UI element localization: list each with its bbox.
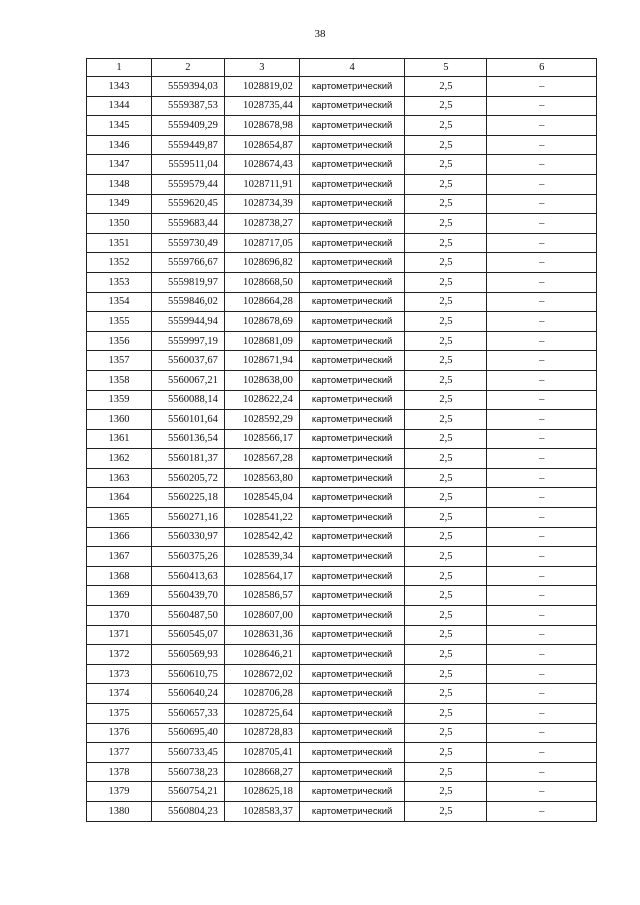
x-coordinate-cell: 5559944,94: [151, 312, 224, 332]
x-coordinate-cell: 5559766,67: [151, 253, 224, 273]
method-cell: картометрический: [299, 625, 404, 645]
accuracy-cell: 2,5: [405, 704, 487, 724]
table-row: [87, 135, 597, 155]
x-coordinate-cell: 5559394,03: [151, 77, 224, 97]
y-coordinate-cell: 1028668,27: [224, 762, 299, 782]
point-number-cell: 1343: [87, 77, 152, 97]
y-coordinate-cell: 1028671,94: [224, 351, 299, 371]
table-row: [87, 174, 597, 194]
table-row: [87, 488, 597, 508]
note-cell: –: [487, 370, 597, 390]
x-coordinate-cell: 5560640,24: [151, 684, 224, 704]
accuracy-cell: 2,5: [405, 684, 487, 704]
method-cell: картометрический: [299, 488, 404, 508]
table-row: [87, 762, 597, 782]
note-cell: –: [487, 449, 597, 469]
point-number-cell: 1344: [87, 96, 152, 116]
accuracy-cell: 2,5: [405, 351, 487, 371]
table-row: [87, 312, 597, 332]
accuracy-cell: 2,5: [405, 566, 487, 586]
y-coordinate-cell: 1028567,28: [224, 449, 299, 469]
accuracy-cell: 2,5: [405, 410, 487, 430]
method-cell: картометрический: [299, 684, 404, 704]
method-cell: картометрический: [299, 331, 404, 351]
table-row: [87, 351, 597, 371]
point-number-cell: 1345: [87, 116, 152, 136]
y-coordinate-cell: 1028539,34: [224, 547, 299, 567]
table-row: [87, 194, 597, 214]
point-number-cell: 1380: [87, 801, 152, 821]
y-coordinate-cell: 1028711,91: [224, 174, 299, 194]
x-coordinate-cell: 5560181,37: [151, 449, 224, 469]
method-cell: картометрический: [299, 410, 404, 430]
method-cell: картометрический: [299, 96, 404, 116]
accuracy-cell: 2,5: [405, 762, 487, 782]
y-coordinate-cell: 1028706,28: [224, 684, 299, 704]
table-row: [87, 684, 597, 704]
note-cell: –: [487, 606, 597, 626]
note-cell: –: [487, 723, 597, 743]
note-cell: –: [487, 96, 597, 116]
y-coordinate-cell: 1028735,44: [224, 96, 299, 116]
accuracy-cell: 2,5: [405, 292, 487, 312]
x-coordinate-cell: 5560136,54: [151, 429, 224, 449]
x-coordinate-cell: 5559730,49: [151, 233, 224, 253]
table-row: [87, 370, 597, 390]
accuracy-cell: 2,5: [405, 331, 487, 351]
table-body: [87, 77, 597, 822]
table-row: [87, 233, 597, 253]
accuracy-cell: 2,5: [405, 606, 487, 626]
table-row: [87, 801, 597, 821]
coordinates-table: [86, 58, 597, 822]
point-number-cell: 1371: [87, 625, 152, 645]
accuracy-cell: 2,5: [405, 96, 487, 116]
x-coordinate-cell: 5560569,93: [151, 645, 224, 665]
x-coordinate-cell: 5559846,02: [151, 292, 224, 312]
note-cell: –: [487, 253, 597, 273]
column-header: 3: [224, 59, 299, 77]
point-number-cell: 1363: [87, 468, 152, 488]
table-row: [87, 743, 597, 763]
point-number-cell: 1362: [87, 449, 152, 469]
x-coordinate-cell: 5559683,44: [151, 214, 224, 234]
method-cell: картометрический: [299, 135, 404, 155]
method-cell: картометрический: [299, 370, 404, 390]
table-row: [87, 566, 597, 586]
note-cell: –: [487, 116, 597, 136]
table-row: [87, 390, 597, 410]
accuracy-cell: 2,5: [405, 723, 487, 743]
table-row: [87, 723, 597, 743]
y-coordinate-cell: 1028646,21: [224, 645, 299, 665]
method-cell: картометрический: [299, 77, 404, 97]
y-coordinate-cell: 1028717,05: [224, 233, 299, 253]
method-cell: картометрический: [299, 762, 404, 782]
y-coordinate-cell: 1028631,36: [224, 625, 299, 645]
point-number-cell: 1365: [87, 508, 152, 528]
method-cell: картометрический: [299, 645, 404, 665]
accuracy-cell: 2,5: [405, 468, 487, 488]
table-row: [87, 527, 597, 547]
method-cell: картометрический: [299, 723, 404, 743]
method-cell: картометрический: [299, 214, 404, 234]
table-row: [87, 253, 597, 273]
y-coordinate-cell: 1028664,28: [224, 292, 299, 312]
note-cell: –: [487, 292, 597, 312]
accuracy-cell: 2,5: [405, 194, 487, 214]
y-coordinate-cell: 1028583,37: [224, 801, 299, 821]
method-cell: картометрический: [299, 429, 404, 449]
y-coordinate-cell: 1028564,17: [224, 566, 299, 586]
x-coordinate-cell: 5560067,21: [151, 370, 224, 390]
column-header: 4: [299, 59, 404, 77]
table-row: [87, 155, 597, 175]
x-coordinate-cell: 5560804,23: [151, 801, 224, 821]
x-coordinate-cell: 5560439,70: [151, 586, 224, 606]
x-coordinate-cell: 5560037,67: [151, 351, 224, 371]
accuracy-cell: 2,5: [405, 508, 487, 528]
point-number-cell: 1358: [87, 370, 152, 390]
page-number: 38: [314, 28, 326, 40]
y-coordinate-cell: 1028592,29: [224, 410, 299, 430]
method-cell: картометрический: [299, 743, 404, 763]
table-row: [87, 96, 597, 116]
accuracy-cell: 2,5: [405, 429, 487, 449]
point-number-cell: 1366: [87, 527, 152, 547]
table-header-row: [87, 59, 597, 77]
note-cell: –: [487, 488, 597, 508]
y-coordinate-cell: 1028672,02: [224, 664, 299, 684]
method-cell: картометрический: [299, 292, 404, 312]
accuracy-cell: 2,5: [405, 370, 487, 390]
method-cell: картометрический: [299, 704, 404, 724]
note-cell: –: [487, 272, 597, 292]
accuracy-cell: 2,5: [405, 586, 487, 606]
accuracy-cell: 2,5: [405, 174, 487, 194]
y-coordinate-cell: 1028654,87: [224, 135, 299, 155]
point-number-cell: 1347: [87, 155, 152, 175]
method-cell: картометрический: [299, 351, 404, 371]
point-number-cell: 1351: [87, 233, 152, 253]
accuracy-cell: 2,5: [405, 488, 487, 508]
x-coordinate-cell: 5560545,07: [151, 625, 224, 645]
note-cell: –: [487, 645, 597, 665]
accuracy-cell: 2,5: [405, 449, 487, 469]
accuracy-cell: 2,5: [405, 625, 487, 645]
point-number-cell: 1360: [87, 410, 152, 430]
table-row: [87, 429, 597, 449]
y-coordinate-cell: 1028705,41: [224, 743, 299, 763]
y-coordinate-cell: 1028668,50: [224, 272, 299, 292]
y-coordinate-cell: 1028622,24: [224, 390, 299, 410]
table-row: [87, 664, 597, 684]
y-coordinate-cell: 1028696,82: [224, 253, 299, 273]
column-header: 5: [405, 59, 487, 77]
point-number-cell: 1368: [87, 566, 152, 586]
accuracy-cell: 2,5: [405, 77, 487, 97]
note-cell: –: [487, 312, 597, 332]
point-number-cell: 1349: [87, 194, 152, 214]
method-cell: картометрический: [299, 801, 404, 821]
x-coordinate-cell: 5559579,44: [151, 174, 224, 194]
x-coordinate-cell: 5560657,33: [151, 704, 224, 724]
accuracy-cell: 2,5: [405, 312, 487, 332]
point-number-cell: 1346: [87, 135, 152, 155]
y-coordinate-cell: 1028563,80: [224, 468, 299, 488]
note-cell: –: [487, 174, 597, 194]
note-cell: –: [487, 77, 597, 97]
x-coordinate-cell: 5560330,97: [151, 527, 224, 547]
column-header: 6: [487, 59, 597, 77]
accuracy-cell: 2,5: [405, 743, 487, 763]
accuracy-cell: 2,5: [405, 116, 487, 136]
accuracy-cell: 2,5: [405, 253, 487, 273]
x-coordinate-cell: 5559620,45: [151, 194, 224, 214]
note-cell: –: [487, 410, 597, 430]
method-cell: картометрический: [299, 782, 404, 802]
method-cell: картометрический: [299, 390, 404, 410]
table-row: [87, 782, 597, 802]
note-cell: –: [487, 429, 597, 449]
method-cell: картометрический: [299, 312, 404, 332]
accuracy-cell: 2,5: [405, 547, 487, 567]
x-coordinate-cell: 5560088,14: [151, 390, 224, 410]
table-row: [87, 272, 597, 292]
x-coordinate-cell: 5559387,53: [151, 96, 224, 116]
method-cell: картометрический: [299, 449, 404, 469]
method-cell: картометрический: [299, 508, 404, 528]
table-row: [87, 449, 597, 469]
point-number-cell: 1353: [87, 272, 152, 292]
note-cell: –: [487, 390, 597, 410]
point-number-cell: 1364: [87, 488, 152, 508]
method-cell: картометрический: [299, 547, 404, 567]
y-coordinate-cell: 1028541,22: [224, 508, 299, 528]
point-number-cell: 1376: [87, 723, 152, 743]
method-cell: картометрический: [299, 194, 404, 214]
x-coordinate-cell: 5560413,63: [151, 566, 224, 586]
accuracy-cell: 2,5: [405, 390, 487, 410]
column-header: 1: [87, 59, 152, 77]
note-cell: –: [487, 194, 597, 214]
table-row: [87, 468, 597, 488]
table-row: [87, 116, 597, 136]
method-cell: картометрический: [299, 527, 404, 547]
method-cell: картометрический: [299, 586, 404, 606]
note-cell: –: [487, 782, 597, 802]
note-cell: –: [487, 762, 597, 782]
point-number-cell: 1374: [87, 684, 152, 704]
note-cell: –: [487, 743, 597, 763]
note-cell: –: [487, 233, 597, 253]
point-number-cell: 1379: [87, 782, 152, 802]
x-coordinate-cell: 5559997,19: [151, 331, 224, 351]
x-coordinate-cell: 5560738,23: [151, 762, 224, 782]
accuracy-cell: 2,5: [405, 233, 487, 253]
y-coordinate-cell: 1028545,04: [224, 488, 299, 508]
y-coordinate-cell: 1028625,18: [224, 782, 299, 802]
x-coordinate-cell: 5560610,75: [151, 664, 224, 684]
y-coordinate-cell: 1028734,39: [224, 194, 299, 214]
note-cell: –: [487, 527, 597, 547]
note-cell: –: [487, 801, 597, 821]
accuracy-cell: 2,5: [405, 782, 487, 802]
method-cell: картометрический: [299, 272, 404, 292]
y-coordinate-cell: 1028678,98: [224, 116, 299, 136]
y-coordinate-cell: 1028542,42: [224, 527, 299, 547]
point-number-cell: 1354: [87, 292, 152, 312]
point-number-cell: 1373: [87, 664, 152, 684]
table-row: [87, 625, 597, 645]
table-row: [87, 331, 597, 351]
accuracy-cell: 2,5: [405, 135, 487, 155]
note-cell: –: [487, 155, 597, 175]
y-coordinate-cell: 1028819,02: [224, 77, 299, 97]
method-cell: картометрический: [299, 468, 404, 488]
y-coordinate-cell: 1028728,83: [224, 723, 299, 743]
note-cell: –: [487, 331, 597, 351]
x-coordinate-cell: 5560205,72: [151, 468, 224, 488]
point-number-cell: 1357: [87, 351, 152, 371]
x-coordinate-cell: 5559409,29: [151, 116, 224, 136]
point-number-cell: 1361: [87, 429, 152, 449]
point-number-cell: 1348: [87, 174, 152, 194]
method-cell: картометрический: [299, 566, 404, 586]
accuracy-cell: 2,5: [405, 155, 487, 175]
accuracy-cell: 2,5: [405, 214, 487, 234]
table-row: [87, 77, 597, 97]
column-header: 2: [151, 59, 224, 77]
table-row: [87, 410, 597, 430]
x-coordinate-cell: 5560271,16: [151, 508, 224, 528]
x-coordinate-cell: 5560754,21: [151, 782, 224, 802]
method-cell: картометрический: [299, 174, 404, 194]
note-cell: –: [487, 547, 597, 567]
point-number-cell: 1359: [87, 390, 152, 410]
y-coordinate-cell: 1028674,43: [224, 155, 299, 175]
x-coordinate-cell: 5560733,45: [151, 743, 224, 763]
table-row: [87, 704, 597, 724]
x-coordinate-cell: 5559511,04: [151, 155, 224, 175]
method-cell: картометрический: [299, 253, 404, 273]
x-coordinate-cell: 5559819,97: [151, 272, 224, 292]
table-row: [87, 606, 597, 626]
note-cell: –: [487, 351, 597, 371]
y-coordinate-cell: 1028738,27: [224, 214, 299, 234]
method-cell: картометрический: [299, 116, 404, 136]
note-cell: –: [487, 704, 597, 724]
accuracy-cell: 2,5: [405, 801, 487, 821]
point-number-cell: 1356: [87, 331, 152, 351]
accuracy-cell: 2,5: [405, 645, 487, 665]
point-number-cell: 1377: [87, 743, 152, 763]
table-row: [87, 547, 597, 567]
method-cell: картометрический: [299, 155, 404, 175]
x-coordinate-cell: 5560225,18: [151, 488, 224, 508]
note-cell: –: [487, 684, 597, 704]
table-row: [87, 292, 597, 312]
point-number-cell: 1370: [87, 606, 152, 626]
point-number-cell: 1375: [87, 704, 152, 724]
y-coordinate-cell: 1028681,09: [224, 331, 299, 351]
note-cell: –: [487, 508, 597, 528]
point-number-cell: 1372: [87, 645, 152, 665]
x-coordinate-cell: 5560487,50: [151, 606, 224, 626]
point-number-cell: 1369: [87, 586, 152, 606]
table-row: [87, 508, 597, 528]
note-cell: –: [487, 586, 597, 606]
point-number-cell: 1350: [87, 214, 152, 234]
note-cell: –: [487, 566, 597, 586]
y-coordinate-cell: 1028586,57: [224, 586, 299, 606]
y-coordinate-cell: 1028638,00: [224, 370, 299, 390]
point-number-cell: 1352: [87, 253, 152, 273]
y-coordinate-cell: 1028607,00: [224, 606, 299, 626]
accuracy-cell: 2,5: [405, 272, 487, 292]
note-cell: –: [487, 664, 597, 684]
method-cell: картометрический: [299, 233, 404, 253]
accuracy-cell: 2,5: [405, 664, 487, 684]
note-cell: –: [487, 135, 597, 155]
note-cell: –: [487, 468, 597, 488]
note-cell: –: [487, 214, 597, 234]
y-coordinate-cell: 1028678,69: [224, 312, 299, 332]
note-cell: –: [487, 625, 597, 645]
point-number-cell: 1367: [87, 547, 152, 567]
point-number-cell: 1378: [87, 762, 152, 782]
x-coordinate-cell: 5559449,87: [151, 135, 224, 155]
method-cell: картометрический: [299, 664, 404, 684]
y-coordinate-cell: 1028566,17: [224, 429, 299, 449]
x-coordinate-cell: 5560695,40: [151, 723, 224, 743]
table-row: [87, 645, 597, 665]
x-coordinate-cell: 5560375,26: [151, 547, 224, 567]
table-row: [87, 214, 597, 234]
method-cell: картометрический: [299, 606, 404, 626]
point-number-cell: 1355: [87, 312, 152, 332]
y-coordinate-cell: 1028725,64: [224, 704, 299, 724]
x-coordinate-cell: 5560101,64: [151, 410, 224, 430]
accuracy-cell: 2,5: [405, 527, 487, 547]
table-row: [87, 586, 597, 606]
